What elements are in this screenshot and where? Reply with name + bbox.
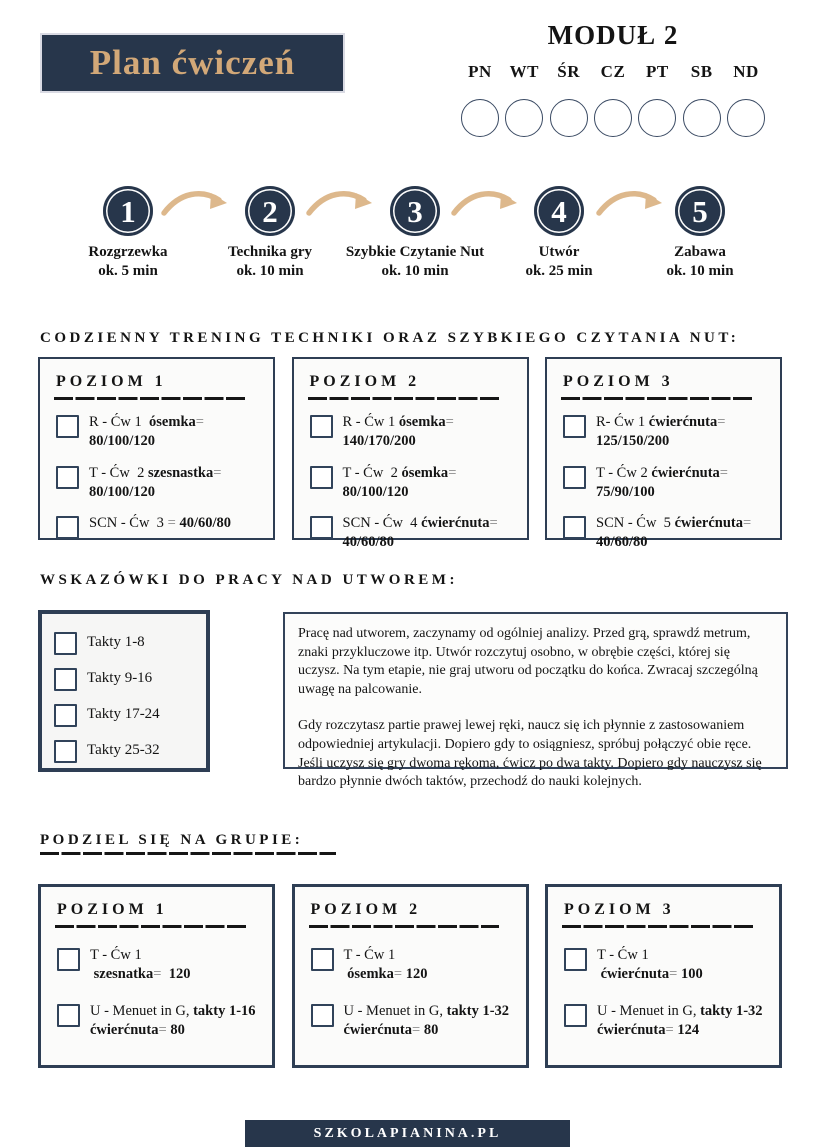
step-number-badge xyxy=(390,186,440,236)
poziom-box xyxy=(38,357,275,540)
poziom-title: POZIOM 1 xyxy=(56,373,167,390)
step-number-badge xyxy=(534,186,584,236)
checkbox[interactable] xyxy=(56,466,79,489)
weekday-label: CZ xyxy=(600,62,626,81)
step-label: Technika gry ok. 10 min xyxy=(227,244,313,279)
title-underline xyxy=(309,925,500,928)
footer-bar xyxy=(245,1120,570,1147)
checklist-item xyxy=(308,464,513,502)
checklist-item xyxy=(561,413,766,451)
checklist-item-label: T - Ćw 2 ćwierćnuta= 75/90/100 xyxy=(596,464,729,500)
checklist-item-label: R- Ćw 1 ćwierćnuta= 125/150/200 xyxy=(596,414,726,449)
checklist-item-label: R - Ćw 1 ósemka= 140/170/200 xyxy=(342,414,454,449)
checklist-item-label: U - Menuet in G, takty 1-16 ćwierćnuta= 80 xyxy=(90,1002,256,1038)
title-underline xyxy=(54,397,247,400)
arrow-right-icon xyxy=(305,186,375,220)
weekday-check-circle[interactable] xyxy=(505,99,543,137)
step-number-badge xyxy=(103,186,153,236)
weekday-check-circle[interactable] xyxy=(638,99,676,137)
training-section-heading: CODZIENNY TRENING TECHNIKI ORAZ SZYBKIEGO CZYTANIA NUT: xyxy=(40,330,740,346)
checklist-item-label: U - Menuet in G, takty 1-32 ćwierćnuta= 124 xyxy=(597,1002,763,1038)
checkbox[interactable] xyxy=(310,516,333,539)
weekday-tracker xyxy=(460,62,766,137)
step-label: Zabawa ok. 10 min xyxy=(666,244,734,279)
checklist-item-label: T - Ćw 2 ósemka= 80/100/120 xyxy=(342,464,457,500)
checkbox[interactable] xyxy=(54,704,77,727)
weekday-cell xyxy=(726,62,766,137)
step-number: 4 xyxy=(551,193,567,229)
poziom-title: POZIOM 3 xyxy=(563,373,674,390)
weekday-label: ND xyxy=(733,62,759,81)
checkbox[interactable] xyxy=(563,466,586,489)
checklist-item-label: SCN - Ćw 3 = 40/60/80 xyxy=(89,515,232,532)
title-underline xyxy=(562,925,753,928)
measure-label: Takty 1-8 xyxy=(87,634,145,650)
checklist-item-label: T - Ćw 2 szesnastka= 80/100/120 xyxy=(89,464,222,500)
checklist-item-label: U - Menuet in G, takty 1-32 ćwierćnuta= 80 xyxy=(343,1002,510,1038)
groups-boxes-row xyxy=(38,884,782,1068)
weekday-label: ŚR xyxy=(557,62,581,81)
footer-site-label: SZKOLAPIANINA.PL xyxy=(313,1125,502,1141)
step-label: Rozgrzewka ok. 5 min xyxy=(88,244,168,279)
groups-heading-underline xyxy=(40,852,336,855)
measure-label: Takty 25-32 xyxy=(87,742,160,758)
poziom-title: POZIOM 2 xyxy=(310,901,422,918)
weekday-label: PN xyxy=(468,62,492,81)
tips-paragraph-2: Gdy rozczytasz partie prawej lewej ręki, naucz się ich płynnie z zastosowaniem odpowiedniej artykulacji. Dopiero gdy to osiągniesz, spróbuj połączyć obie ręce. Jeśli uczysz się gry dwoma rękoma, ćwicz po dwa takty. Dopiero gdy nauczysz się bardzo płynnie dwóch taktów, przechodź do nauki kolejnych. xyxy=(298,718,762,790)
weekday-check-circle[interactable] xyxy=(727,99,765,137)
title-underline xyxy=(561,397,754,400)
checkbox[interactable] xyxy=(56,415,79,438)
checklist-item-label: R - Ćw 1 ósemka= 80/100/120 xyxy=(89,414,205,449)
checkbox[interactable] xyxy=(563,516,586,539)
weekday-label: PT xyxy=(645,62,669,81)
weekday-check-circle[interactable] xyxy=(683,99,721,137)
checklist-item xyxy=(562,946,765,984)
measures-checklist-box xyxy=(38,610,210,772)
checklist-item xyxy=(54,464,259,502)
step-number: 2 xyxy=(262,193,278,229)
checklist-item-label: SCN - Ćw 4 ćwierćnuta= 40/60/80 xyxy=(342,515,498,551)
measure-label: Takty 9-16 xyxy=(87,670,153,686)
checkbox[interactable] xyxy=(56,516,79,539)
checklist-item-label: T - Ćw 1 szesnatka= 120 xyxy=(90,947,191,982)
checklist-item xyxy=(54,514,259,539)
measure-checklist-item xyxy=(52,702,196,727)
weekday-cell xyxy=(593,62,633,137)
checkbox[interactable] xyxy=(564,1004,587,1027)
checkbox[interactable] xyxy=(311,1004,334,1027)
checklist-item xyxy=(562,1002,765,1040)
tips-text-box xyxy=(283,612,788,790)
weekday-cell xyxy=(549,62,589,137)
checklist-item-label: T - Ćw 1 ćwierćnuta= 100 xyxy=(597,947,703,982)
checkbox[interactable] xyxy=(310,415,333,438)
weekday-check-circle[interactable] xyxy=(461,99,499,137)
checkbox[interactable] xyxy=(54,740,77,763)
module-heading: MODUŁ 2 xyxy=(547,20,679,50)
weekday-label: WT xyxy=(509,62,539,81)
checklist-item xyxy=(55,1002,258,1040)
measure-checklist-item xyxy=(52,666,196,691)
weekday-check-circle[interactable] xyxy=(550,99,588,137)
checklist-item xyxy=(561,464,766,502)
groups-section-heading: PODZIEL SIĘ NA GRUPIE: xyxy=(40,832,304,848)
step-label: Utwór ok. 25 min xyxy=(525,244,593,279)
training-boxes-row xyxy=(38,357,782,551)
measure-label: Takty 17-24 xyxy=(87,706,160,722)
checkbox[interactable] xyxy=(311,948,334,971)
poziom-box xyxy=(292,884,529,1068)
title-underline xyxy=(308,397,501,400)
poziom-box xyxy=(292,357,529,551)
poziom-box xyxy=(545,357,782,551)
checklist-item xyxy=(308,413,513,451)
page-title: Plan ćwiczeń xyxy=(89,43,296,82)
checklist-item xyxy=(55,946,258,984)
title-underline xyxy=(55,925,246,928)
step-number-badge xyxy=(675,186,725,236)
poziom-title: POZIOM 3 xyxy=(564,901,675,918)
weekday-cell xyxy=(682,62,722,137)
checkbox[interactable] xyxy=(310,466,333,489)
weekday-check-circle[interactable] xyxy=(594,99,632,137)
checkbox[interactable] xyxy=(54,632,77,655)
step-number: 1 xyxy=(120,193,136,229)
checklist-item xyxy=(561,514,766,552)
weekday-cell xyxy=(637,62,677,137)
step-number: 5 xyxy=(692,193,708,229)
checklist-item-label: T - Ćw 1 ósemka= 120 xyxy=(343,947,428,982)
weekday-cell xyxy=(504,62,544,137)
step-number: 3 xyxy=(407,193,423,229)
checkbox[interactable] xyxy=(564,948,587,971)
checklist-item xyxy=(54,413,259,451)
checklist-item xyxy=(309,1002,512,1040)
weekday-label: SB xyxy=(690,62,713,81)
checklist-item-label: SCN - Ćw 5 ćwierćnuta= 40/60/80 xyxy=(596,515,752,551)
measure-checklist-item xyxy=(52,738,196,763)
tips-section-heading: WSKAZÓWKI DO PRACY NAD UTWOREM: xyxy=(40,572,458,588)
poziom-box xyxy=(38,884,275,1068)
checkbox[interactable] xyxy=(57,948,80,971)
weekday-cell xyxy=(460,62,500,137)
arrow-right-icon xyxy=(160,186,230,220)
checkbox[interactable] xyxy=(57,1004,80,1027)
arrow-right-icon xyxy=(450,186,520,220)
poziom-title: POZIOM 2 xyxy=(309,373,421,390)
checklist-item xyxy=(309,946,512,984)
poziom-title: POZIOM 1 xyxy=(57,901,168,918)
step-label: Szybkie Czytanie Nut ok. 10 min xyxy=(345,244,485,279)
page-title-box xyxy=(40,33,345,93)
tips-paragraph-1: Pracę nad utworem, zaczynamy od ogólniej analizy. Przed grą, sprawdź metrum, znaki przykluczowe itp. Utwór rozczytuj osobno, w obrębie części, której się uczysz. Na tym etapie, nie graj utworu od początku do końca. Zwracaj szczególną uwagę na palcowanie. xyxy=(298,626,758,697)
step-number-badge xyxy=(245,186,295,236)
checklist-item xyxy=(308,514,513,552)
checkbox[interactable] xyxy=(54,668,77,691)
checkbox[interactable] xyxy=(563,415,586,438)
arrow-right-icon xyxy=(595,186,665,220)
measure-checklist-item xyxy=(52,630,196,655)
poziom-box xyxy=(545,884,782,1068)
